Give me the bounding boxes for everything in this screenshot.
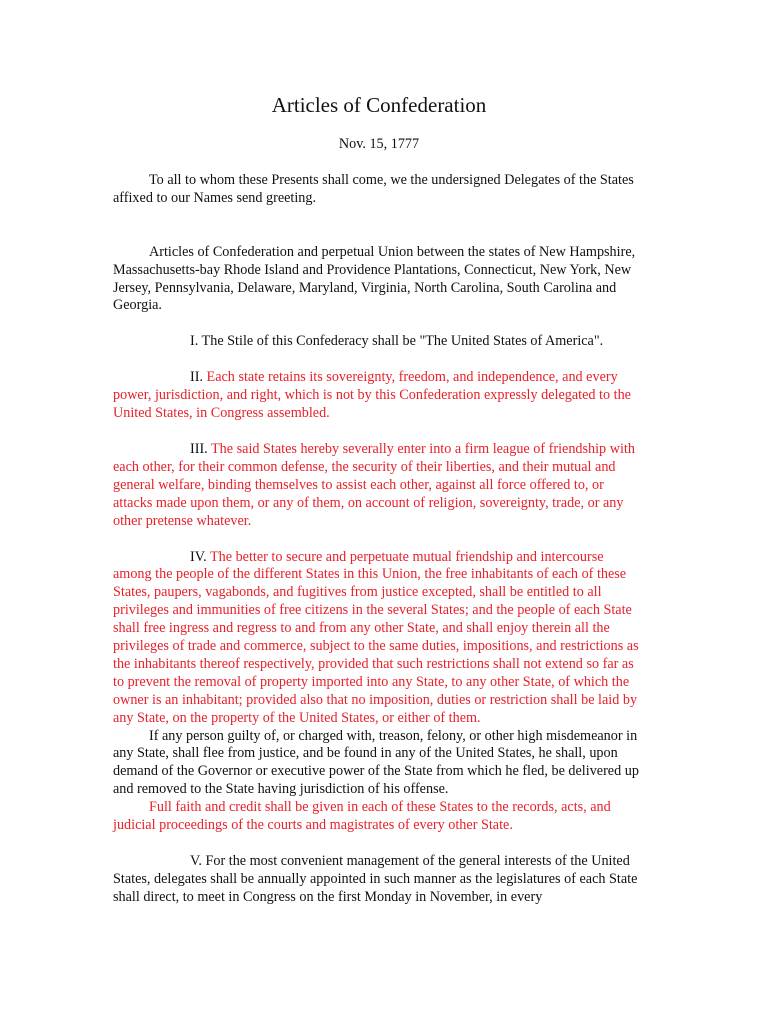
article-2-number: II.	[190, 369, 207, 386]
document-title: Articles of Confederation	[271, 93, 487, 117]
article-2-text: Each state retains its sovereignty, freedom, and independence, and every power, jurisdiction, and right, which is not by this Confederation expressly delegated to the United States, in Congress assembled.	[113, 369, 631, 422]
article-4-text: The better to secure and perpetuate mutual friendship and intercourse among the people of the different States in this Union, the free inhabitants of each of these States, paupers, vagabonds, and fugitives from justice excepted, shall be entitled to all privileges and immunities of free citizens in the several States; and the people of each State shall free ingress and regress to and from any other State, and shall enjoy therein all the privileges of trade and commerce, subject to the same duties, impositions, and restrictions as the inhabitants thereof respectively, provided that such restrictions shall not extend so far as to prevent the removal of property imported into any State, to any other State, of which the owner is an inhabitant; provided also that no imposition, duties or restriction shall be laid by any State, on the property of the United States, or either of them.	[113, 548, 639, 726]
article-4-fugitive-paragraph: If any person guilty of, or charged with, treason, felony, or other high misdemeanor in any State, shall flee from justice, and be found in any of the United States, he shall, upon demand of the Governor or executive power of the State from which he fled, be delivered up and removed to the State having jurisdiction of his offense.	[113, 727, 639, 798]
article-4-full-faith-paragraph: Full faith and credit shall be given in each of these States to the records, acts, and judicial proceedings of the courts and magistrates of every other State.	[113, 799, 611, 834]
article-1-paragraph: I. The Stile of this Confederacy shall be "The United States of America".	[190, 333, 604, 350]
document-page	[113, 92, 645, 907]
article-5-paragraph: V. For the most convenient management of the general interests of the United States, delegates shall be annually appointed in such manner as the legislatures of each State shall direct, to meet in Congress on the first Monday in November, in every	[113, 853, 638, 905]
article-2-paragraph	[113, 369, 645, 423]
article-3-number: III.	[190, 440, 212, 457]
article-3-text: The said States hereby severally enter into a firm league of friendship with each other, for their common defense, the security of their liberties, and their mutual and general welfare, binding themselves to assist each other, against all force offered to, or attacks made upon them, or any of them, on account of religion, sovereignty, trade, or any other pretense whatever.	[113, 440, 635, 529]
preamble-paragraph: Articles of Confederation and perpetual Union between the states of New Hampshire, Massachusetts-bay Rhode Island and Providence Plantations, Connecticut, New York, New Jersey, Pennsylvania, Delaware, Maryland, Virginia, North Carolina, South Carolina and Georgia.	[113, 243, 636, 314]
greeting-paragraph: To all to whom these Presents shall come, we the undersigned Delegates of the States affixed to our Names send greeting.	[113, 171, 634, 206]
article-4-paragraph	[113, 549, 645, 728]
document-date: Nov. 15, 1777	[338, 136, 420, 152]
article-4-number: IV.	[190, 548, 210, 565]
article-3-paragraph	[113, 441, 645, 531]
